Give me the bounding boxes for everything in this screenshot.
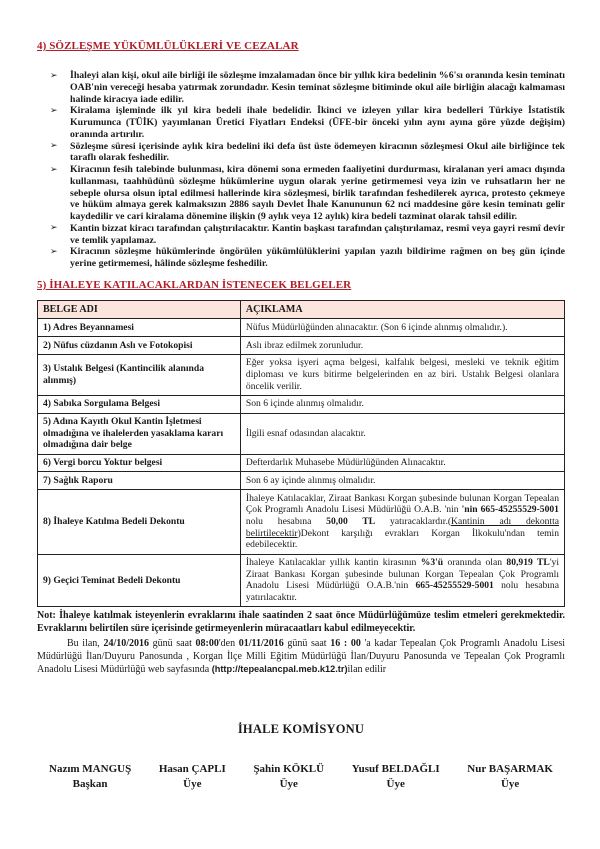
contract-bullet-item xyxy=(37,70,565,105)
text-segment: 80,919 TL xyxy=(506,557,550,569)
text-segment: günü saat xyxy=(149,637,196,649)
arrow-bullet-icon: ➢ xyxy=(50,70,58,81)
section4-heading: 4) SÖZLEŞME YÜKÜMLÜLÜKLERİ VE CEZALAR xyxy=(37,40,299,52)
bullet-text: Kiralama işleminde ilk yıl kira bedeli ihale bedelidir. İkinci ve izleyen yıllar kira bedelleri Türkiye İstatistik Kurumunca (TÜİK) yayımlanan Üretici Fiyatları Endeksi (ÜFE-bir önceki yılın aynı ayına göre yüzde değişim) oranında artırılır. xyxy=(70,105,565,140)
text-segment: nolu hesabına xyxy=(245,515,327,527)
document-name-cell: 7) Sağlık Raporu xyxy=(38,472,241,490)
document-description-cell xyxy=(240,490,564,555)
table-row xyxy=(38,354,565,395)
contract-bullet-item xyxy=(37,141,565,165)
table-row xyxy=(38,490,565,555)
member-name: Hasan ÇAPLI xyxy=(158,762,226,775)
text-segment: Bu ilan, xyxy=(67,637,104,649)
commission-member xyxy=(253,762,324,792)
text-segment: 'a kadar Tepealan Çok Programlı Anadolu Lisesi Müdürlüğü İlan/Duyuru Panosunda , Korgan İlçe Milli Eğitim Müdürlüğü İlan/Duyuru Panosunda ve Tepealan Çok Programlı Anadolu Lisesi Müdürlüğü web sayfasında xyxy=(37,637,566,675)
document-description-cell: İlgili esnaf odasından alacaktır. xyxy=(240,413,564,454)
text-segment: %3'ü xyxy=(420,557,444,569)
required-documents-table xyxy=(37,300,565,607)
bullet-text: Kantin bizzat kiracı tarafından çalıştırılacaktır. Kantin başkası tarafından çalıştırılamaz, resmî veya gayri resmî devir ve temlik yapılamaz. xyxy=(70,222,565,246)
document-name-cell: 1) Adres Beyannamesi xyxy=(38,319,241,337)
document-description-cell: Nüfus Müdürlüğünden alınacaktır. (Son 6 içinde alınmış olmalıdır.). xyxy=(240,319,564,337)
arrow-bullet-icon: ➢ xyxy=(50,164,58,175)
text-segment: oranında olan xyxy=(443,557,507,569)
column-header-aciklama: AÇIKLAMA xyxy=(240,301,564,319)
member-name: Şahin KÖKLÜ xyxy=(253,762,325,775)
document-description-cell: Son 6 içinde alınmış olmalıdır. xyxy=(240,395,564,413)
text-segment: yatıracaklardır.( xyxy=(375,515,452,527)
document-description-cell xyxy=(240,554,564,607)
table-header-row xyxy=(38,301,565,319)
bullet-text: İhaleyi alan kişi, okul aile birliği ile sözleşme imzalamadan önce bir yıllık kira bedelinin %6'sı oranında kesin teminatı OAB'nin vereceği hesaba yatırmak zorundadır. Kesin teminat sözleşme bitiminde okul aile birliğin alacağı kalmaması halinde kiracıya iade edilir. xyxy=(70,70,565,105)
document-name-cell: 8) İhaleye Katılma Bedeli Dekontu xyxy=(38,490,241,555)
document-description-cell: Eğer yoksa işyeri açma belgesi, kalfalık belgesi, mesleki ve teknik eğitim diploması ve kurs bitirme belgelerinden en az biri. Ustalık Belgesi olanlara öncelik verilir. xyxy=(240,354,564,395)
commission-member xyxy=(49,762,131,792)
text-segment: (http://tepealancpal.meb.k12.tr) xyxy=(211,663,348,674)
text-segment: 'nin 665-45255529-5001 xyxy=(461,504,559,516)
text-segment: İhaleye Katılacaklar, Ziraat Bankası Korgan şubesinde bulunan Korgan Tepealan Çok Programlı Anadolu Lisesi Müdürlüğü O.A.B. 'nin xyxy=(245,492,559,516)
commission-members xyxy=(37,762,565,792)
contract-bullet-item xyxy=(37,246,565,270)
bullet-text: Kiracının sözleşme hükümlerinde öngörülen yükümlülüklerini yapılan yazılı bildirime rağmen on beş gün içinde yerine getirmemesi, hâlinde sözleşme feshedilir. xyxy=(70,246,565,270)
text-segment: günü saat xyxy=(283,637,331,649)
member-name: Nazım MANGUŞ xyxy=(49,762,132,775)
commission-member xyxy=(352,762,440,792)
member-role: Üye xyxy=(386,777,405,790)
table-row xyxy=(38,454,565,472)
text-segment: 'yi Ziraat Bankası Korgan şubesinde bulunan Korgan Tepealan Çok Programlı Anadolu Lisesi Müdürlüğü O.A.B.'nin xyxy=(245,557,560,592)
document-name-cell: 5) Adına Kayıtlı Okul Kantin İşletmesi olmadığına ve ihalelerden yasaklama kararı olmadığına dair belge xyxy=(38,413,241,454)
member-name: Yusuf BELDAĞLI xyxy=(351,762,440,775)
arrow-bullet-icon: ➢ xyxy=(50,246,58,257)
table-row xyxy=(38,413,565,454)
table-row xyxy=(38,395,565,413)
commission-heading: İHALE KOMİSYONU xyxy=(237,721,365,736)
document-name-cell: 6) Vergi borcu Yoktur belgesi xyxy=(38,454,241,472)
table-row xyxy=(38,554,565,607)
document-name-cell: 2) Nüfus cüzdanın Aslı ve Fotokopisi xyxy=(38,337,241,355)
text-segment: 24/10/2016 xyxy=(103,637,150,649)
table-row xyxy=(38,319,565,337)
arrow-bullet-icon: ➢ xyxy=(50,105,58,116)
text-segment: 08:00 xyxy=(195,637,219,649)
text-segment: 'den xyxy=(218,637,239,649)
contract-bullet-item xyxy=(37,105,565,140)
member-role: Üye xyxy=(279,777,298,790)
text-segment: 665-45255529-5001 xyxy=(415,580,494,592)
bullet-text: Kiracının fesih talebinde bulunması, kira dönemi sona ermeden faaliyetini durdurması, kiralanan yeri amacı dışında kullanması, taahhüdünü sözleşme hükümlerine uygun olarak yerine getirmemesi veya izin ve ruhsatların her ne sebeple olursa olsun iptal edilmesi hallerinde kira sözleşmesi, birlik tarafından feshedilerek ayrıca, protesto çekmeye ve hüküm almaya gerek kalmaksızın 2886 sayılı Devlet İhale Kanununun 62 nci maddesine göre kesin teminatı gelir kaydedilir ve cari kiralama dönemine ilişkin (9 aylık veya 12 aylık) kira bedeli tazminat olarak tahsil edilir. xyxy=(70,164,565,223)
member-name: Nur BAŞARMAK xyxy=(467,762,553,775)
text-segment: İhaleye Katılacaklar yıllık kantin kirasının xyxy=(245,557,421,569)
announcement-paragraph xyxy=(37,637,565,676)
text-segment: Kantinin adı dekontta belirtilecektir xyxy=(245,515,560,539)
arrow-bullet-icon: ➢ xyxy=(50,141,58,152)
arrow-bullet-icon: ➢ xyxy=(50,223,58,234)
table-row xyxy=(38,472,565,490)
bullet-text: Sözleşme süresi içerisinde aylık kira bedelini iki defa üst üste ödemeyen kiracının sözleşmesi Okul aile birliğince tek taraflı olarak feshedilir. xyxy=(70,140,565,164)
table-row xyxy=(38,337,565,355)
column-header-belge-adi: BELGE ADI xyxy=(38,301,241,319)
document-description-cell: Aslı ibraz edilmek zorunludur. xyxy=(240,337,564,355)
member-role: Başkan xyxy=(72,777,108,790)
contract-bullet-item xyxy=(37,223,565,247)
document-name-cell: 9) Geçici Teminat Bedeli Dekontu xyxy=(38,554,241,607)
commission-member xyxy=(467,762,553,792)
member-role: Üye xyxy=(183,777,202,790)
text-segment: nolu hesabına yatırılacaktır. xyxy=(245,580,559,604)
member-role: Üye xyxy=(500,777,520,790)
document-description-cell: Defterdarlık Muhasebe Müdürlüğünden Alınacaktır. xyxy=(240,454,564,472)
document-description-cell: Son 6 ay içinde alınmış olmalıdır. xyxy=(240,472,564,490)
commission-member xyxy=(159,762,226,792)
note-text: Not: İhaleye katılmak isteyenlerin evraklarını ihale saatinden 2 saat önce Müdürlüğümüze teslim etmeleri gerekmektedir. Evraklarını belirtilen süre içerisinde getirmeyenlerin müracaatları kabul edilmeyecektir. xyxy=(37,610,565,635)
text-segment: 50,00 TL xyxy=(326,515,376,527)
contract-bullet-list xyxy=(37,70,565,270)
text-segment: )Dekont karşılığı evrakları Korgan İlkokulu'ndan temin edebilecektir. xyxy=(245,527,559,551)
text-segment: ilan edilir xyxy=(347,663,387,675)
text-segment: 16 : 00 xyxy=(330,637,361,649)
document-name-cell: 4) Sabıka Sorgulama Belgesi xyxy=(38,395,241,413)
text-segment: 01/11/2016 xyxy=(238,637,284,649)
section5-heading: 5) İHALEYE KATILACAKLARDAN İSTENECEK BELGELER xyxy=(37,278,352,291)
document-name-cell: 3) Ustalık Belgesi (Kantincilik alanında alınmış) xyxy=(38,354,241,395)
contract-bullet-item xyxy=(37,164,565,223)
